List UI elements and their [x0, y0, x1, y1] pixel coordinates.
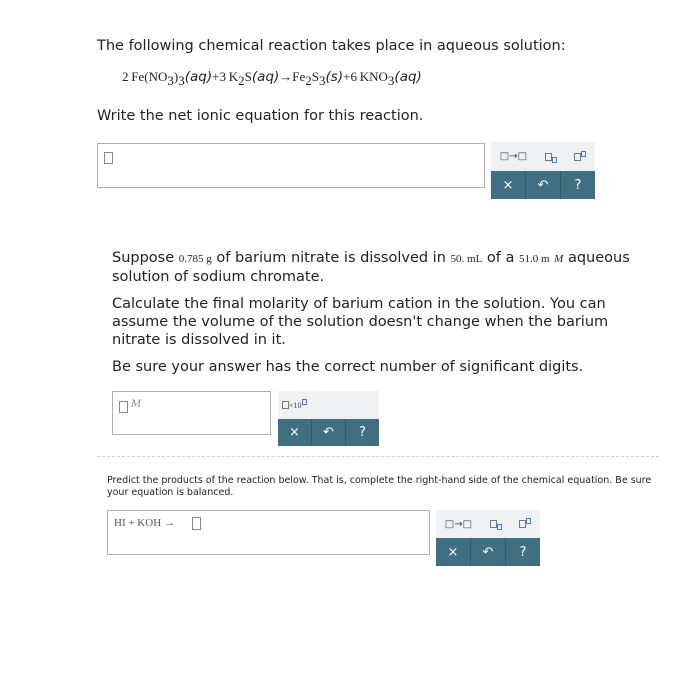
- help-button[interactable]: ?: [519, 544, 527, 560]
- help-button[interactable]: ?: [574, 177, 582, 193]
- undo-button[interactable]: ↶: [526, 171, 561, 199]
- reaction-arrow-icon[interactable]: □→□: [444, 518, 473, 530]
- question1-answer-input[interactable]: [97, 143, 485, 188]
- question2-answer-input[interactable]: [112, 391, 271, 435]
- reaction-arrow-icon[interactable]: □→□: [499, 151, 528, 162]
- superscript-icon[interactable]: [574, 153, 586, 161]
- question2-text: [112, 249, 657, 385]
- cursor-placeholder-icon: [119, 401, 128, 413]
- question1-equation: 2 $Fe(NO_3)_3(aq)+3$ $K_2S(aq)\to Fe_2S_3(s)+6$ $KNO_3(aq)$: [122, 69, 422, 88]
- question2-paragraph2: Calculate the final molarity of barium cation in the solution. You can assume the volume of the solution doesn't change when the barium nitrate is dissolved in it.: [112, 296, 609, 348]
- equation-prefix: HI + KOH →: [114, 517, 175, 529]
- question3-instruction: Predict the products of the reaction below. That is, complete the right-hand side of the chemical equation. Be sure your equation is balanced.: [107, 475, 652, 498]
- clear-button[interactable]: ×: [278, 419, 312, 446]
- undo-button[interactable]: ↶: [312, 419, 346, 446]
- cursor-placeholder-icon: [104, 152, 113, 164]
- undo-button[interactable]: ↶: [471, 538, 506, 566]
- molarity-unit-label: M: [131, 399, 142, 410]
- clear-button[interactable]: ×: [436, 538, 471, 566]
- subscript-icon[interactable]: [545, 151, 557, 163]
- question2-paragraph3: Be sure your answer has the correct number of significant digits.: [112, 359, 584, 375]
- superscript-icon[interactable]: [519, 520, 531, 528]
- subscript-icon[interactable]: [490, 518, 502, 530]
- question3-toolbar: [436, 510, 540, 566]
- clear-button[interactable]: ×: [491, 171, 526, 199]
- question1-instruction: Write the net ionic equation for this reaction.: [97, 108, 424, 124]
- cursor-placeholder-icon: [192, 517, 201, 530]
- help-button[interactable]: ?: [359, 425, 366, 440]
- question2-toolbar: [278, 391, 379, 446]
- question3-answer-input[interactable]: [107, 510, 430, 555]
- question1-intro: The following chemical reaction takes place in aqueous solution:: [97, 38, 566, 54]
- section-divider: [97, 456, 659, 457]
- question2-paragraph1: Suppose 0.785 g of barium nitrate is dissolved in 50. mL of a 51.0 m M aqueous solution of sodium chromate.: [112, 250, 630, 285]
- scientific-notation-icon[interactable]: ×10: [282, 401, 307, 410]
- question1-toolbar: [491, 142, 595, 199]
